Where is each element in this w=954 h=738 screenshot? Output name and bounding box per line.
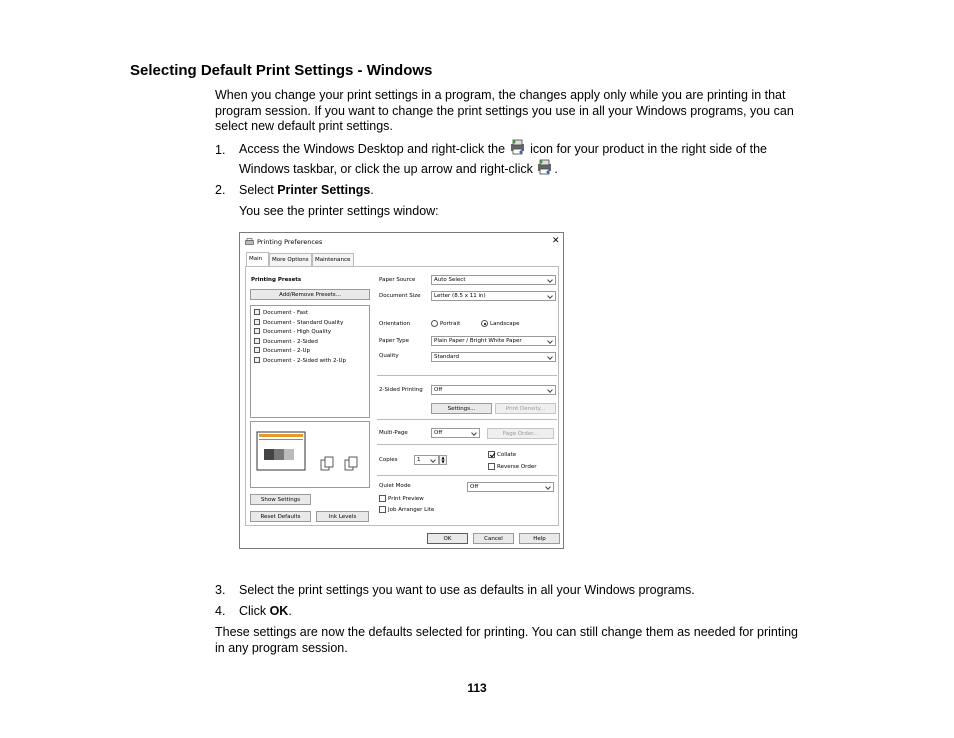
divider — [377, 375, 557, 376]
document-icon — [254, 347, 260, 353]
presets-list — [250, 305, 370, 418]
copies-stepper[interactable]: ▲ ▼ — [439, 455, 447, 465]
see-window-text: You see the printer settings window: — [239, 204, 439, 218]
step-1-text: Access the Windows Desktop and right-click the icon for your product in the right side of the Windows taskbar, or click the up arrow and right-click . — [239, 139, 819, 179]
tab-more-options[interactable]: More Options — [269, 253, 312, 266]
closing-paragraph: These settings are now the defaults selected for printing. You can still change them as needed for printing in any program session. — [215, 625, 799, 655]
two-sided-select[interactable]: Off — [431, 385, 556, 395]
step-number: 1. — [215, 143, 226, 157]
tab-maintenance[interactable]: Maintenance — [312, 253, 354, 266]
portrait-radio[interactable] — [431, 320, 438, 327]
document-icon — [254, 319, 260, 325]
step-number: 3. — [215, 583, 226, 597]
help-button[interactable]: Help — [519, 533, 560, 544]
document-icon — [254, 357, 260, 363]
document-icon — [254, 338, 260, 344]
job-arranger-label: Job Arranger Lite — [388, 507, 435, 513]
print-preview-checkbox[interactable] — [379, 495, 386, 502]
printer-icon — [245, 238, 254, 248]
divider — [377, 444, 557, 445]
printing-preferences-dialog — [239, 232, 564, 549]
ok-button[interactable]: OK — [427, 533, 468, 544]
printer-tray-icon — [509, 139, 527, 155]
paper-source-select[interactable]: Auto Select — [431, 275, 556, 285]
preview-box — [250, 421, 370, 488]
reverse-order-checkbox[interactable] — [488, 463, 495, 470]
landscape-radio[interactable] — [481, 320, 488, 327]
step-number: 4. — [215, 604, 226, 618]
add-remove-presets-button[interactable]: Add/Remove Presets... — [250, 289, 370, 300]
portrait-label: Portrait — [440, 321, 461, 327]
close-icon[interactable]: ✕ — [552, 236, 560, 246]
multipage-label: Multi-Page — [379, 430, 408, 436]
step-4-text: Click OK. — [239, 604, 292, 618]
ink-levels-button[interactable]: Ink Levels — [316, 511, 369, 522]
quiet-mode-label: Quiet Mode — [379, 483, 411, 489]
paper-source-label: Paper Source — [379, 277, 416, 283]
divider — [377, 475, 557, 476]
list-item[interactable]: Document - Standard Quality — [254, 319, 343, 326]
main-panel — [245, 266, 559, 526]
divider — [377, 419, 557, 420]
orientation-label: Orientation — [379, 321, 411, 327]
paper-type-select[interactable]: Plain Paper / Bright White Paper — [431, 336, 556, 346]
quality-label: Quality — [379, 353, 399, 359]
step-3-text: Select the print settings you want to use as defaults in all your Windows programs. — [239, 583, 695, 597]
printer-tray-icon — [536, 159, 554, 175]
print-preview-label: Print Preview — [388, 496, 424, 502]
cancel-button[interactable]: Cancel — [473, 533, 514, 544]
collate-label: Collate — [497, 452, 517, 458]
document-icon — [254, 309, 260, 315]
list-item[interactable]: Document - 2-Sided — [254, 338, 318, 345]
print-density-button: Print Density... — [495, 403, 556, 414]
landscape-label: Landscape — [490, 321, 520, 327]
page-heading: Selecting Default Print Settings - Windows — [130, 62, 433, 79]
page-order-button: Page Order... — [487, 428, 554, 439]
settings-button[interactable]: Settings... — [431, 403, 492, 414]
show-settings-button[interactable]: Show Settings — [250, 494, 311, 505]
document-size-select[interactable]: Letter (8.5 x 11 in) — [431, 291, 556, 301]
list-item[interactable]: Document - 2-Sided with 2-Up — [254, 357, 346, 364]
document-size-label: Document Size — [379, 293, 421, 299]
intro-paragraph: When you change your print settings in a program, the changes apply only while you are printing in that program session. If you want to change the print settings you use in all your Windows programs, you can select new default print settings. — [215, 88, 794, 133]
document-icon — [254, 328, 260, 334]
collate-checkbox[interactable] — [488, 451, 495, 458]
tab-main[interactable]: Main — [246, 252, 269, 266]
copies-label: Copies — [379, 457, 398, 463]
reverse-order-label: Reverse Order — [497, 464, 537, 470]
list-item[interactable]: Document - High Quality — [254, 328, 331, 335]
page-preview-icon — [251, 422, 369, 487]
quality-select[interactable]: Standard — [431, 352, 556, 362]
printing-presets-label: Printing Presets — [251, 277, 302, 283]
reset-defaults-button[interactable]: Reset Defaults — [250, 511, 311, 522]
list-item[interactable]: Document - 2-Up — [254, 347, 310, 354]
step-2-text: Select Printer Settings. — [239, 183, 374, 197]
two-sided-label: 2-Sided Printing — [379, 387, 423, 393]
step-number: 2. — [215, 183, 226, 197]
page-number: 113 — [467, 681, 487, 695]
paper-type-label: Paper Type — [379, 338, 409, 344]
job-arranger-checkbox[interactable] — [379, 506, 386, 513]
copies-input[interactable]: 1 — [414, 455, 439, 465]
quiet-mode-select[interactable]: Off — [467, 482, 554, 492]
multipage-select[interactable]: Off — [431, 428, 480, 438]
dialog-title: Printing Preferences — [257, 238, 323, 246]
list-item[interactable]: Document - Fast — [254, 309, 308, 316]
